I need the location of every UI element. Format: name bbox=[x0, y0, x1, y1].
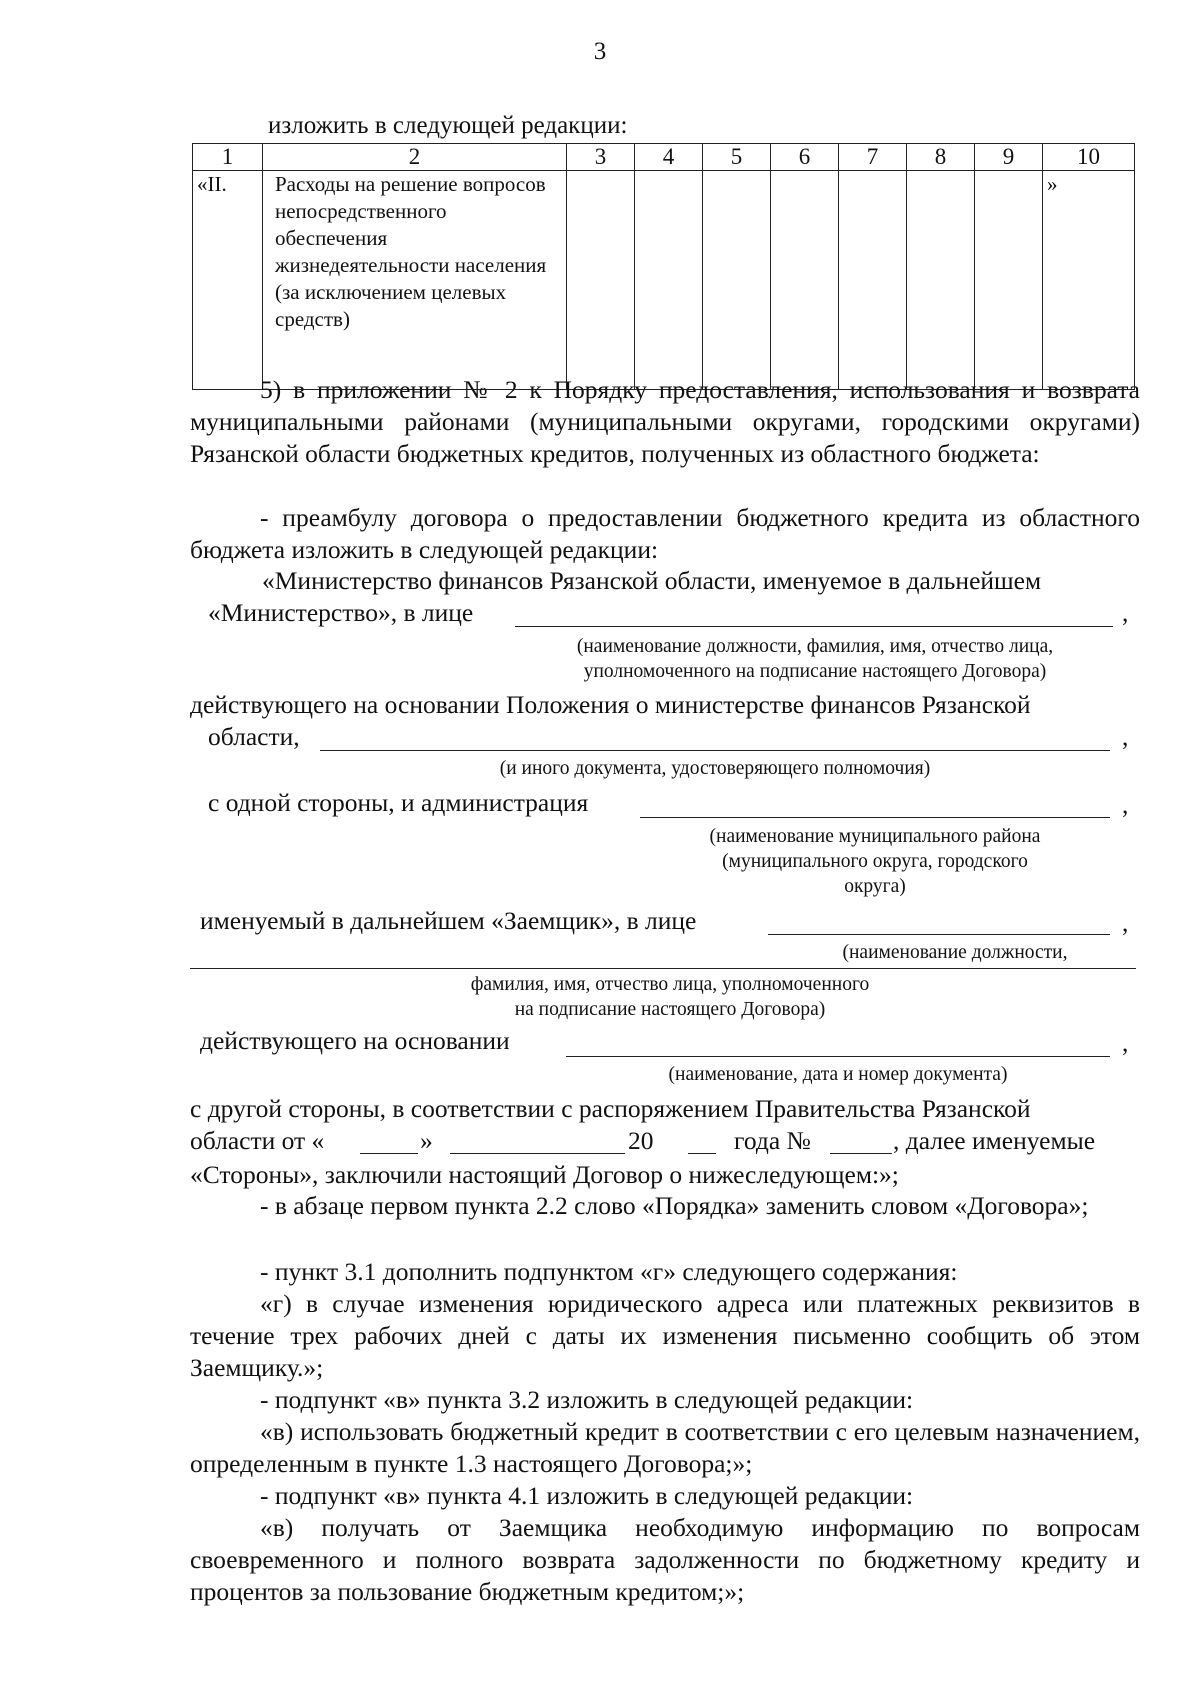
comma: , bbox=[1122, 908, 1129, 937]
borrower-blank-line bbox=[768, 934, 1110, 935]
caption-fio-line: на подписание настоящего Договора) bbox=[514, 999, 826, 1020]
table-header-cell: 10 bbox=[1043, 144, 1135, 171]
admin-blank-line bbox=[640, 817, 1110, 818]
comma: , bbox=[1122, 722, 1129, 751]
ministry-person-label: «Министерство», в лице bbox=[208, 598, 474, 627]
table-header-row bbox=[193, 144, 1135, 171]
caption-district bbox=[640, 824, 1110, 899]
month-blank bbox=[450, 1153, 625, 1154]
table-header-cell: 3 bbox=[567, 144, 635, 171]
caption-doc: (наименование, дата и номер документа) bbox=[668, 1064, 1008, 1085]
table-cell bbox=[567, 171, 635, 390]
year-blank bbox=[688, 1153, 716, 1154]
paragraph-5: 5) в приложении № 2 к Порядку предоставления, использования и возврата муниципальными районами (муниципальными округами, городскими округами) Рязанской области бюджетных кредитов, полученных из областного бюджета: bbox=[190, 375, 1140, 468]
caption-district-line: округа) bbox=[844, 876, 906, 897]
table-header-cell: 2 bbox=[263, 144, 567, 171]
other-side-line: с другой стороны, в соответствии с распоряжением Правительства Рязанской bbox=[190, 1094, 1031, 1123]
date-line-b: » bbox=[420, 1126, 433, 1155]
ministry-line: «Министерство финансов Рязанской области, именуемое в дальнейшем bbox=[262, 566, 1042, 595]
item-2-2: - в абзаце первом пункта 2.2 слово «Порядка» заменить словом «Договора»; bbox=[260, 1191, 1089, 1220]
table-header-cell: 6 bbox=[771, 144, 839, 171]
date-line-e: , далее именуемые bbox=[893, 1126, 1096, 1155]
number-blank bbox=[830, 1153, 892, 1154]
preamble-intro: - преамбулу договора о предоставлении бюджетного кредита из областного бюджета изложить в следующей редакции: bbox=[190, 503, 1140, 564]
table-cell-description: Расходы на решение вопросов непосредственного обеспечения жизнедеятельности населения (за исключением целевых средств) bbox=[263, 171, 567, 390]
caption-official-line: (наименование должности, фамилия, имя, отчество лица, bbox=[576, 636, 1054, 657]
budget-table bbox=[192, 143, 1135, 390]
comma: , bbox=[1122, 1028, 1129, 1057]
date-line-number-label: года № bbox=[734, 1126, 811, 1155]
official-blank-line bbox=[515, 626, 1113, 627]
table-cell bbox=[635, 171, 703, 390]
item-3-1: - пункт 3.1 дополнить подпунктом «г» следующего содержания: bbox=[260, 1257, 958, 1286]
comma: , bbox=[1122, 790, 1129, 819]
table-header-cell: 7 bbox=[839, 144, 907, 171]
caption-other-doc: (и иного документа, удостоверяющего полномочия) bbox=[499, 758, 931, 779]
day-blank bbox=[360, 1153, 418, 1154]
caption-official-line: уполномоченного на подписание настоящего Договора) bbox=[583, 661, 1047, 682]
item-4-1-text: «в) получать от Заемщика необходимую информацию по вопросам своевременного и полного возврата задолженности по бюджетному кредиту и процентов за пользование бюджетным кредитом;»; bbox=[190, 1513, 1140, 1606]
caption-official bbox=[510, 634, 1120, 684]
caption-district-line: (наименование муниципального района bbox=[709, 826, 1041, 847]
acting-label: действующего на основании bbox=[200, 1026, 510, 1055]
table-cell bbox=[975, 171, 1043, 390]
table-header-cell: 1 bbox=[193, 144, 263, 171]
table-header-cell: 5 bbox=[703, 144, 771, 171]
item-3-1-text: «г) в случае изменения юридического адреса или платежных реквизитов в течение трех рабочих дней с даты их изменения письменно сообщить об этом Заемщику.»; bbox=[190, 1289, 1140, 1382]
table-cell-closing-quote: » bbox=[1043, 171, 1135, 390]
basis-line: действующего на основании Положения о министерстве финансов Рязанской bbox=[190, 690, 1031, 719]
item-3-2: - подпункт «в» пункта 3.2 изложить в следующей редакции: bbox=[260, 1385, 914, 1414]
intro-text: изложить в следующей редакции: bbox=[268, 112, 628, 139]
table-header-cell: 9 bbox=[975, 144, 1043, 171]
table-header-cell: 8 bbox=[907, 144, 975, 171]
item-4-1: - подпункт «в» пункта 4.1 изложить в следующей редакции: bbox=[260, 1481, 914, 1510]
page-number: 3 bbox=[593, 38, 607, 65]
table-cell bbox=[839, 171, 907, 390]
table-header-cell: 4 bbox=[635, 144, 703, 171]
table-cell bbox=[771, 171, 839, 390]
comma: , bbox=[1122, 598, 1129, 627]
acting-blank-line bbox=[566, 1056, 1110, 1057]
date-line-a: области от « bbox=[190, 1126, 325, 1155]
caption-position: (наименование должности, bbox=[842, 942, 1068, 963]
borrower-label: именуемый в дальнейшем «Заемщик», в лице bbox=[200, 906, 697, 935]
table-cell bbox=[703, 171, 771, 390]
caption-fio bbox=[380, 972, 960, 1022]
item-3-2-text: «в) использовать бюджетный кредит в соответствии с его целевым назначением, определенным в пункте 1.3 настоящего Договора;»; bbox=[190, 1417, 1140, 1478]
region-label: области, bbox=[208, 722, 300, 751]
fio-blank-line bbox=[190, 968, 1136, 969]
caption-district-line: (муниципального округа, городского bbox=[722, 851, 1028, 872]
date-line-year: 20 bbox=[628, 1126, 654, 1155]
admin-label: с одной стороны, и администрация bbox=[208, 788, 589, 817]
region-blank-line bbox=[320, 750, 1110, 751]
table-cell bbox=[907, 171, 975, 390]
table-row bbox=[193, 171, 1135, 390]
parties-line: «Стороны», заключили настоящий Договор о нижеследующем:»; bbox=[190, 1160, 899, 1189]
caption-fio-line: фамилия, имя, отчество лица, уполномоченного bbox=[470, 974, 870, 995]
table-cell-section: «II. bbox=[193, 171, 263, 390]
